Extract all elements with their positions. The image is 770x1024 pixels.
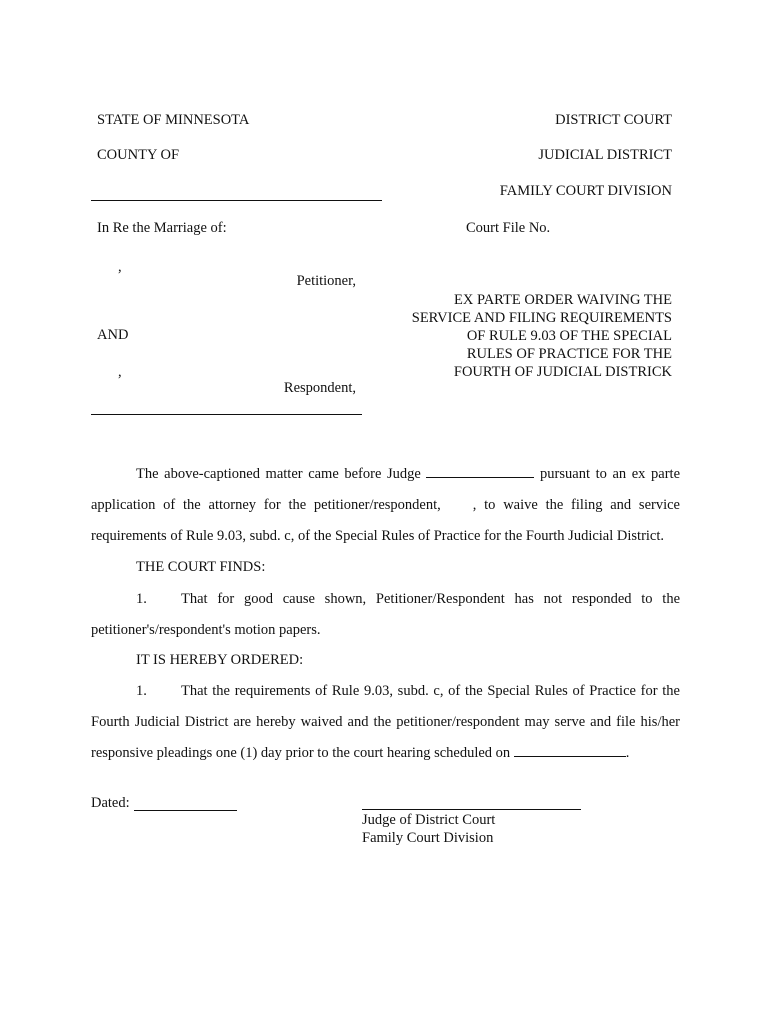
intro-line-3: requirements of Rule 9.03, subd. c, of the Special Rules of Practice for the Fourth Judicial District. [91,528,665,544]
state-label: STATE OF MINNESOTA [97,112,250,128]
in-re-label: In Re the Marriage of: [97,220,227,236]
petitioner-label: Petitioner, [296,273,356,289]
intro-text-a: The above-captioned matter came before Judge [136,466,421,482]
finding-1-line-1 [91,584,680,615]
judge-title: Judge of District Court [362,812,496,828]
judge-division: Family Court Division [362,830,494,846]
order-1-line-1 [91,676,680,707]
judge-name-blank [426,465,534,478]
judicial-district-label: JUDICIAL DISTRICT [538,147,672,163]
caption-divider-top [91,200,382,201]
petitioner-comma: , [118,259,122,275]
caption-divider-bottom [91,414,362,415]
order-1-number: 1. [136,683,147,699]
intro-line-1 [91,459,680,490]
order-1-line-2: Fourth Judicial District are hereby waived and the petitioner/respondent may serve and file his/her [91,714,680,730]
dated-label: Dated: [91,795,130,811]
order-title-line: FOURTH OF JUDICIAL DISTRICK [453,364,672,380]
and-label: AND [97,327,129,343]
court-file-no-label: Court File No. [466,220,551,236]
judge-signature-line [362,809,581,810]
order-1-line3-text: responsive pleadings one (1) day prior to the court hearing scheduled on [91,745,511,761]
ordered-text: IT IS HEREBY ORDERED: [136,652,304,668]
order-1-text: That the requirements of Rule 9.03, subd. c, of the Special Rules of Practice for the [181,683,680,699]
court-label: DISTRICT COURT [555,112,672,128]
respondent-label: Respondent, [283,380,356,396]
hearing-date-blank [514,744,626,757]
order-title-line: EX PARTE ORDER WAIVING THE [454,292,672,308]
finding-1-number: 1. [136,591,147,607]
finding-1-text: That for good cause shown, Petitioner/Respondent has not responded to the [181,591,680,607]
family-division-label: FAMILY COURT DIVISION [499,183,672,199]
court-finds-text: THE COURT FINDS: [136,559,266,575]
intro-text-b: pursuant to an ex parte [540,466,681,482]
order-1-period: . [625,745,630,761]
order-title-line: RULES OF PRACTICE FOR THE [466,346,672,362]
order-title-line: SERVICE AND FILING REQUIREMENTS [411,310,672,326]
ordered-heading [91,645,680,676]
finding-1-line-2: petitioner's/respondent's motion papers. [91,622,321,638]
respondent-comma: , [118,364,122,380]
order-title-line: OF RULE 9.03 OF THE SPECIAL [466,328,672,344]
county-label: COUNTY OF [97,147,180,163]
court-finds-heading [91,552,680,583]
order-1-line-3 [91,738,680,769]
intro-line2-text-b: , to waive the filing and service [472,497,680,513]
dated-blank [134,810,237,811]
intro-line2-text-a: application of the attorney for the petitioner/respondent, [91,497,441,513]
intro-line-2 [91,490,680,521]
